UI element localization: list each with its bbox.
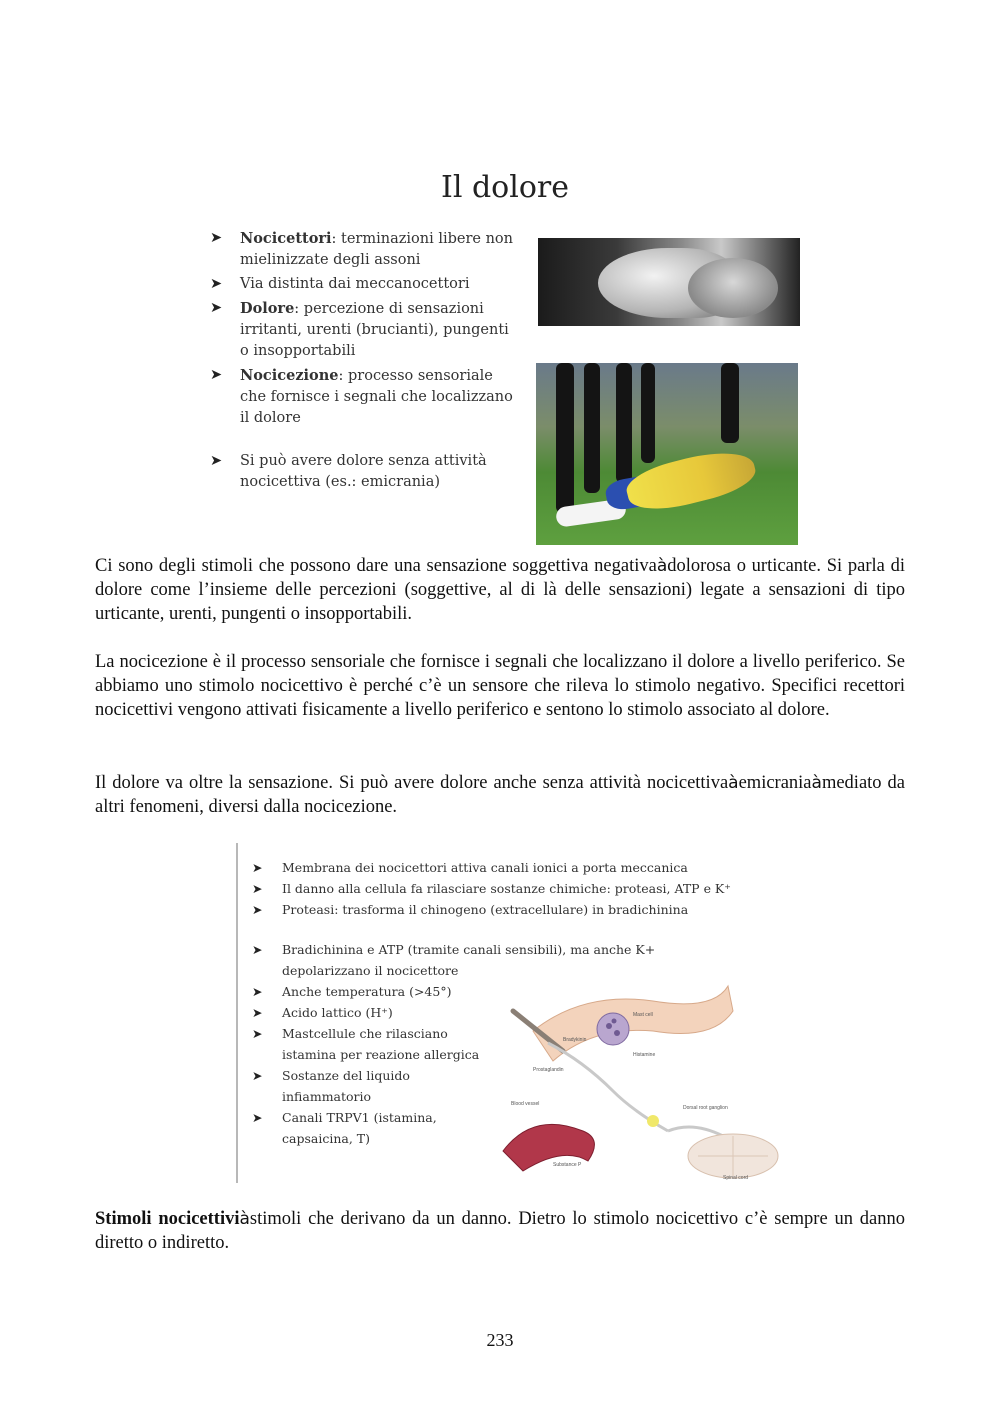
slide-il-dolore xyxy=(200,150,810,550)
arrow-bullet-icon: ➤ xyxy=(210,300,223,316)
arrow-bullet-icon: ➤ xyxy=(210,230,223,246)
diagram-label: Dorsal root ganglion xyxy=(683,1105,728,1111)
diagram-label: Histamine xyxy=(633,1052,656,1058)
bullet-item: ➤ Mastcellule che rilasciano istamina per reazione allergica xyxy=(252,1023,482,1065)
bullet-item: ➤ Canali TRPV1 (istamina, capsaicina, T) xyxy=(252,1107,462,1149)
arrow-bullet-icon: ➤ xyxy=(210,276,223,292)
paragraph-oltre-sensazione: Il dolore va oltre la sensazione. Si può avere dolore anche senza attività nocicettivaàemicraniaàmediato da altri fenomeni, diversi dalla nocicezione. xyxy=(95,773,905,817)
arrow-bullet-icon: ➤ xyxy=(252,942,263,957)
arrow-bullet-icon: ➤ xyxy=(252,1110,263,1125)
paragraph-nocicezione: La nocicezione è il processo sensoriale che fornisce i segnali che localizzano il dolore a livello periferico. Se abbiamo uno stimolo nocicettivo è perché c’è un sensore che rileva lo stimolo negativo. Specifici recettori nocicettivi vengono attivati fisicamente a livello periferico e sentono lo stimolo associato al dolore. xyxy=(95,652,905,720)
diagram-label: Prostaglandin xyxy=(533,1067,564,1073)
bullet-item: ➤ Si può avere dolore senza attività nocicettiva (es.: emicrania) xyxy=(210,453,487,490)
bullet-item: ➤ Il danno alla cellula fa rilasciare sostanze chimiche: proteasi, ATP e K⁺ xyxy=(252,878,772,899)
bullet-item: ➤ Anche temperatura (>45°) xyxy=(252,981,772,1002)
slide-nocicettori-mechanisms xyxy=(236,843,798,1183)
arrow-bullet-icon: ➤ xyxy=(252,902,263,917)
dorsal-root-ganglion xyxy=(647,1115,659,1127)
diagram-label: Spinal cord xyxy=(723,1175,749,1181)
arrow-bullet-icon: ➤ xyxy=(252,1005,263,1020)
nociceptor-diagram xyxy=(493,971,793,1181)
diagram-label: Bradykinin xyxy=(563,1037,587,1043)
arrow-glyph: à xyxy=(811,773,822,793)
arrow-glyph: à xyxy=(239,1209,250,1229)
page-number: 233 xyxy=(486,1330,514,1350)
mast-cell xyxy=(597,1013,629,1045)
bullet-item: ➤ Nocicettori: terminazioni libere non mielinizzate degli assoni xyxy=(210,230,513,268)
arrow-bullet-icon: ➤ xyxy=(210,367,223,383)
diagram-label: Mast cell xyxy=(633,1012,653,1018)
paragraph-dolore-definition: Ci sono degli stimoli che possono dare una sensazione soggettiva negativaàdolorosa o urticante. Si parla di dolore come l’insieme delle percezioni (soggettive, al di là delle sensazioni) legate a sensazioni di tipo urticante, urenti, pungenti o insopportabili. xyxy=(95,556,905,624)
arrow-bullet-icon: ➤ xyxy=(252,881,263,896)
slide-bullet-list xyxy=(210,228,520,496)
bullet-item: ➤ Proteasi: trasforma il chinogeno (extracellulare) in bradichinina xyxy=(252,899,772,920)
bullet-item: ➤ Sostanze del liquido infiammatorio xyxy=(252,1065,462,1107)
bullet-item: ➤ Bradichinina e ATP (tramite canali sensibili), ma anche K+ depolarizzano il nocicettore xyxy=(252,939,682,981)
diagram-label: Substance P xyxy=(553,1162,582,1168)
bullet-item: ➤ Dolore: percezione di sensazioni irritanti, urenti (brucianti), pungenti o insopportabili xyxy=(210,300,509,359)
paragraph-stimoli-nocicettivi: Stimoli nocicettiviàstimoli che derivano da un danno. Dietro lo stimolo nocicettivo c’è sempre un danno diretto o indiretto. xyxy=(95,1209,905,1253)
arrow-glyph: à xyxy=(656,556,668,576)
arrow-glyph: à xyxy=(728,773,739,793)
photo-person-in-pain xyxy=(538,238,800,326)
arrow-bullet-icon: ➤ xyxy=(252,860,263,875)
arrow-bullet-icon: ➤ xyxy=(252,1026,263,1041)
arrow-bullet-icon: ➤ xyxy=(252,984,263,999)
diagram-label: Blood vessel xyxy=(511,1101,540,1107)
bullet-item: ➤ Acido lattico (H⁺) xyxy=(252,1002,772,1023)
photo-injured-football-player xyxy=(536,363,798,545)
slide-title: Il dolore xyxy=(441,170,569,205)
bullet-item: ➤ Via distinta dai meccanocettori xyxy=(210,274,520,295)
arrow-bullet-icon: ➤ xyxy=(210,453,223,469)
arrow-bullet-icon: ➤ xyxy=(252,1068,263,1083)
bullet-item: ➤ Membrana dei nocicettori attiva canali ionici a porta meccanica xyxy=(252,857,772,878)
bullet-item: ➤ Nocicezione: processo sensoriale che fornisce i segnali che localizzano il dolore xyxy=(210,367,513,426)
